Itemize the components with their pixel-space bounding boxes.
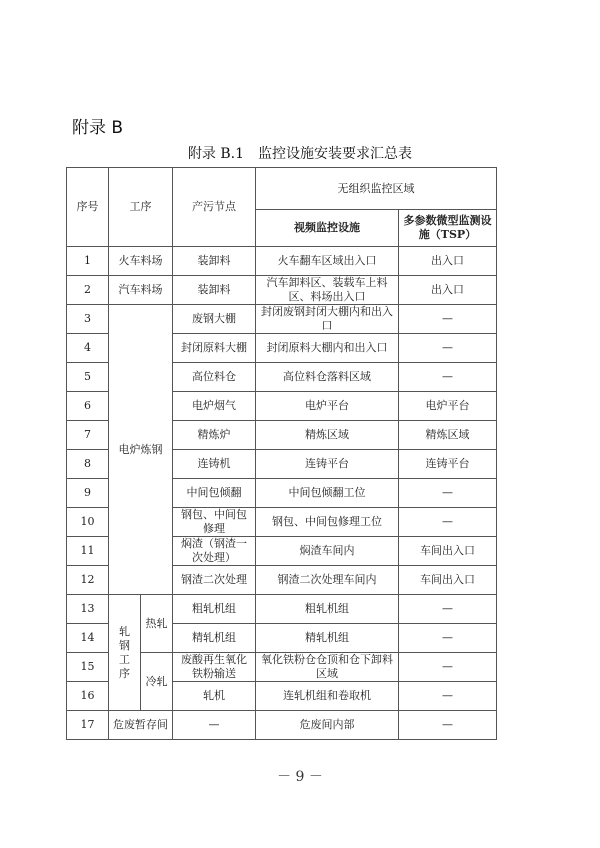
cell-subprocess-hot: 热轧 bbox=[141, 595, 173, 653]
cell-video: 精炼区域 bbox=[256, 421, 399, 450]
cell-video: 连铸平台 bbox=[256, 450, 399, 479]
cell-tsp: 出入口 bbox=[399, 247, 497, 276]
cell-node: 装卸料 bbox=[173, 247, 256, 276]
cell-tsp: — bbox=[399, 653, 497, 682]
cell-node: 废钢大棚 bbox=[173, 305, 256, 334]
cell-no: 15 bbox=[67, 653, 109, 682]
cell-node: — bbox=[173, 711, 256, 740]
cell-video: 火车翻车区域出入口 bbox=[256, 247, 399, 276]
header-row bbox=[67, 168, 497, 210]
cell-tsp: 车间出入口 bbox=[399, 537, 497, 566]
cell-no: 1 bbox=[67, 247, 109, 276]
rolling-char: 轧 bbox=[119, 624, 130, 638]
cell-node: 装卸料 bbox=[173, 276, 256, 305]
cell-no: 11 bbox=[67, 537, 109, 566]
cell-video: 封闭原料大棚内和出入口 bbox=[256, 334, 399, 363]
cell-node: 电炉烟气 bbox=[173, 392, 256, 421]
cell-node: 粗轧机组 bbox=[173, 595, 256, 624]
cell-tsp: 精炼区域 bbox=[399, 421, 497, 450]
cell-no: 6 bbox=[67, 392, 109, 421]
cell-node: 连铸机 bbox=[173, 450, 256, 479]
cell-tsp: 出入口 bbox=[399, 276, 497, 305]
cell-no: 10 bbox=[67, 508, 109, 537]
cell-video: 粗轧机组 bbox=[256, 595, 399, 624]
cell-tsp: 电炉平台 bbox=[399, 392, 497, 421]
cell-tsp: — bbox=[399, 624, 497, 653]
rolling-char: 钢 bbox=[119, 638, 130, 652]
header-tsp: 多参数微型监测设施（TSP） bbox=[399, 210, 497, 247]
cell-node: 高位料仓 bbox=[173, 363, 256, 392]
cell-video: 精轧机组 bbox=[256, 624, 399, 653]
table-row bbox=[67, 595, 497, 624]
cell-tsp: — bbox=[399, 305, 497, 334]
cell-no: 4 bbox=[67, 334, 109, 363]
cell-node: 钢包、中间包修理 bbox=[173, 508, 256, 537]
caption-title: 监控设施安装要求汇总表 bbox=[258, 146, 413, 162]
cell-process: 汽车料场 bbox=[109, 276, 173, 305]
table-row bbox=[67, 305, 497, 334]
table-row bbox=[67, 276, 497, 305]
cell-tsp: — bbox=[399, 682, 497, 711]
cell-node: 钢渣二次处理 bbox=[173, 566, 256, 595]
cell-tsp: 车间出入口 bbox=[399, 566, 497, 595]
cell-video: 高位料仓落料区域 bbox=[256, 363, 399, 392]
cell-no: 8 bbox=[67, 450, 109, 479]
cell-no: 7 bbox=[67, 421, 109, 450]
cell-tsp: — bbox=[399, 334, 497, 363]
cell-node: 精炼炉 bbox=[173, 421, 256, 450]
cell-no: 12 bbox=[67, 566, 109, 595]
cell-no: 2 bbox=[67, 276, 109, 305]
cell-video: 焖渣车间内 bbox=[256, 537, 399, 566]
cell-node: 封闭原料大棚 bbox=[173, 334, 256, 363]
cell-no: 16 bbox=[67, 682, 109, 711]
caption-label: 附录 B.1 bbox=[187, 146, 245, 162]
cell-subprocess-cold: 冷轧 bbox=[141, 653, 173, 711]
table-caption bbox=[0, 143, 600, 163]
rolling-char: 工 bbox=[119, 652, 130, 666]
header-node: 产污节点 bbox=[173, 168, 256, 247]
rolling-char: 序 bbox=[119, 666, 130, 680]
cell-no: 9 bbox=[67, 479, 109, 508]
cell-video: 钢包、中间包修理工位 bbox=[256, 508, 399, 537]
cell-node: 中间包倾翻 bbox=[173, 479, 256, 508]
cell-video: 中间包倾翻工位 bbox=[256, 479, 399, 508]
cell-video: 电炉平台 bbox=[256, 392, 399, 421]
cell-no: 17 bbox=[67, 711, 109, 740]
cell-no: 3 bbox=[67, 305, 109, 334]
page-number: － 9 － bbox=[277, 769, 323, 785]
cell-video: 危废间内部 bbox=[256, 711, 399, 740]
cell-video: 连轧机组和卷取机 bbox=[256, 682, 399, 711]
cell-node: 废酸再生氧化铁粉输送 bbox=[173, 653, 256, 682]
cell-no: 13 bbox=[67, 595, 109, 624]
cell-tsp: — bbox=[399, 595, 497, 624]
cell-process: 危废暂存间 bbox=[109, 711, 173, 740]
table-row bbox=[67, 711, 497, 740]
cell-tsp: — bbox=[399, 508, 497, 537]
cell-process: 火车料场 bbox=[109, 247, 173, 276]
monitoring-requirements-table bbox=[66, 167, 497, 740]
header-video: 视频监控设施 bbox=[256, 210, 399, 247]
cell-video: 汽车卸料区、装载车上料区、料场出入口 bbox=[256, 276, 399, 305]
cell-no: 14 bbox=[67, 624, 109, 653]
header-seq: 序号 bbox=[67, 168, 109, 247]
cell-node: 轧机 bbox=[173, 682, 256, 711]
cell-video: 钢渣二次处理车间内 bbox=[256, 566, 399, 595]
cell-tsp: 连铸平台 bbox=[399, 450, 497, 479]
cell-tsp: — bbox=[399, 479, 497, 508]
appendix-heading: 附录 B bbox=[72, 118, 124, 138]
cell-node: 精轧机组 bbox=[173, 624, 256, 653]
cell-video: 氧化铁粉仓仓顶和仓下卸料区域 bbox=[256, 653, 399, 682]
cell-no: 5 bbox=[67, 363, 109, 392]
header-process: 工序 bbox=[109, 168, 173, 247]
table-row bbox=[67, 247, 497, 276]
cell-process-rolling bbox=[109, 595, 141, 711]
cell-tsp: — bbox=[399, 363, 497, 392]
cell-node: 焖渣（钢渣一次处理） bbox=[173, 537, 256, 566]
header-group: 无组织监控区域 bbox=[256, 168, 497, 210]
cell-tsp: — bbox=[399, 711, 497, 740]
cell-process-eaf: 电炉炼钢 bbox=[109, 305, 173, 595]
cell-video: 封闭废钢封闭大棚内和出入口 bbox=[256, 305, 399, 334]
